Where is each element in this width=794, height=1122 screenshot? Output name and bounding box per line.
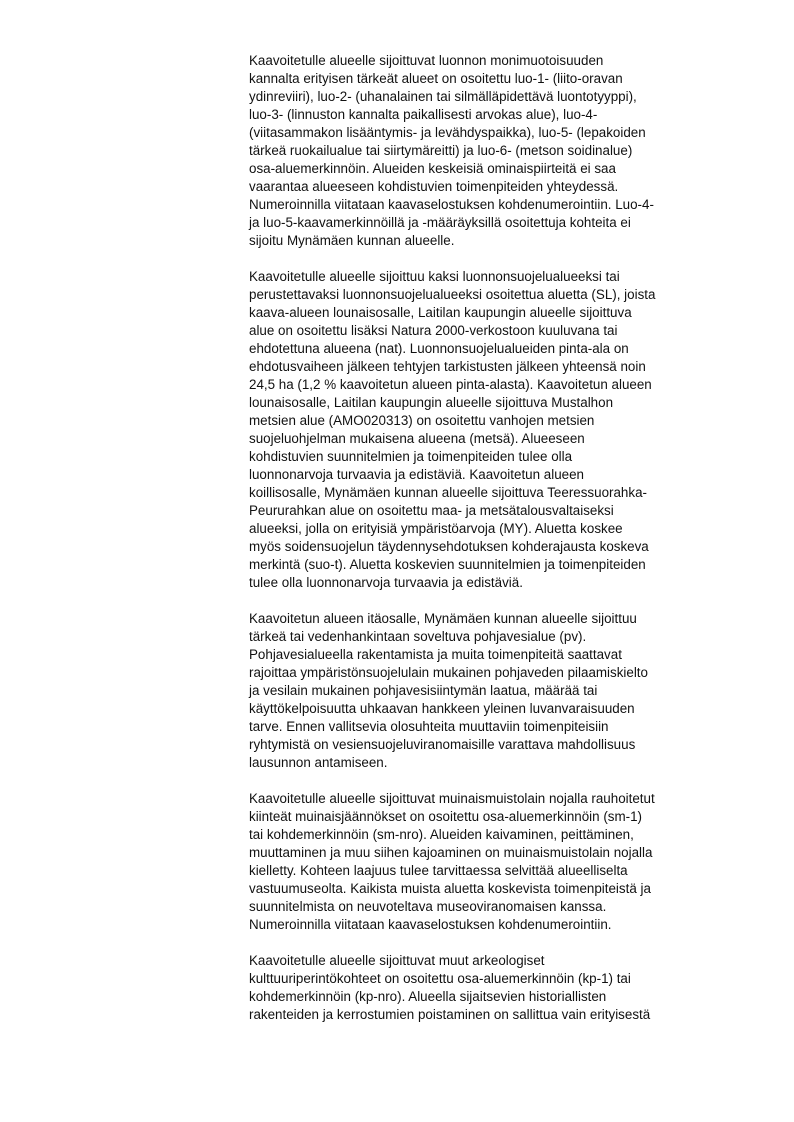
text-line: suunnitelmista on neuvoteltava museoviranomaisen kanssa. <box>249 899 607 914</box>
text-line: alue on osoitettu lisäksi Natura 2000-verkostoon kuuluvana tai <box>249 323 618 338</box>
text-line: muuttaminen ja muu siihen kajoaminen on muinaismuistolain nojalla <box>249 845 653 860</box>
text-line: ehdotusvaiheen jälkeen tehtyjen tarkistusten jälkeen yhteensä noin <box>249 359 646 374</box>
text-line: käyttökelpoisuutta uhkaavan hankkeen yleinen luvanvaraisuuden <box>249 701 635 716</box>
text-line: Kaavoitetulle alueelle sijoittuvat muinaismuistolain nojalla rauhoitetut <box>249 791 655 806</box>
text-line: luonnonarvoja turvaavia ja edistäviä. Kaavoitetun alueen <box>249 467 584 482</box>
text-line: ryhtymistä on vesiensuojeluviranomaisille varattava mahdollisuus <box>249 737 636 752</box>
text-line: tarve. Ennen vallitsevia olosuhteita muuttaviin toimenpiteisiin <box>249 719 609 734</box>
text-line: osa-aluemerkinnöin. Alueiden keskeisiä ominaispiirteitä ei saa <box>249 161 616 176</box>
text-line: metsien alue (AMO020313) on osoitettu vanhojen metsien <box>249 413 595 428</box>
text-line: tärkeä ruokailualue tai siirtymäreitti) ja luo-6- (metson soidinalue) <box>249 143 633 158</box>
paragraph-spacer <box>249 250 729 268</box>
text-line: suojeluohjelman mukaisena alueena (metsä). Alueeseen <box>249 431 585 446</box>
text-line: tulee olla luonnonarvoja turvaavia ja edistäviä. <box>249 575 523 590</box>
text-line: perustettavaksi luonnonsuojelualueeksi osoitettua aluetta (SL), joista <box>249 287 656 302</box>
text-line: Peururahkan alue on osoitettu maa- ja metsätalousvaltaiseksi <box>249 503 614 518</box>
text-line: Kaavoitetulle alueelle sijoittuu kaksi luonnonsuojelualueeksi tai <box>249 269 620 284</box>
text-line: ehdotettuna alueena (nat). Luonnonsuojelualueiden pinta-ala on <box>249 341 629 356</box>
text-line: ja vesilain mukainen pohjavesisiintymän laatua, määrää tai <box>249 683 598 698</box>
text-line: Numeroinnilla viitataan kaavaselostuksen kohdenumerointiin. <box>249 917 612 932</box>
text-line: kielletty. Kohteen laajuus tulee tarvittaessa selvittää alueelliselta <box>249 863 628 878</box>
text-line: vaarantaa alueeseen kohdistuvien toimenpiteiden yhteydessä. <box>249 179 619 194</box>
document-body <box>249 52 729 1024</box>
text-line: sijoitu Mynämäen kunnan alueelle. <box>249 233 455 248</box>
paragraph-luo-areas <box>249 52 729 250</box>
text-line: Pohjavesialueella rakentamista ja muita toimenpiteitä saattavat <box>249 647 622 662</box>
text-line: alueeksi, jolla on erityisiä ympäristöarvoja (MY). Aluetta koskee <box>249 521 623 536</box>
text-line: ydinreviiri), luo-2- (uhanalainen tai silmälläpidettävä luontotyyppi), <box>249 89 637 104</box>
paragraph-spacer <box>249 934 729 952</box>
paragraph-ancient-monuments <box>249 790 729 934</box>
text-line: Kaavoitetulle alueelle sijoittuvat luonnon monimuotoisuuden <box>249 53 604 68</box>
text-line: tai kohdemerkinnöin (sm-nro). Alueiden kaivaminen, peittäminen, <box>249 827 634 842</box>
paragraph-spacer <box>249 592 729 610</box>
text-line: kaava-alueen lounaisosalle, Laitilan kaupungin alueelle sijoittuva <box>249 305 632 320</box>
text-line: Kaavoitetulle alueelle sijoittuvat muut arkeologiset <box>249 953 545 968</box>
text-line: rakenteiden ja kerrostumien poistaminen on sallittua vain erityisestä <box>249 1007 651 1022</box>
text-line: luo-3- (linnuston kannalta paikallisesti arvokas alue), luo-4- <box>249 107 598 122</box>
text-line: kiinteät muinaisjäännökset on osoitettu osa-aluemerkinnöin (sm-1) <box>249 809 642 824</box>
text-line: Kaavoitetun alueen itäosalle, Mynämäen kunnan alueelle sijoittuu <box>249 611 637 626</box>
text-line: lausunnon antamiseen. <box>249 755 388 770</box>
paragraph-spacer <box>249 772 729 790</box>
text-line: (viitasammakon lisääntymis- ja levähdyspaikka), luo-5- (lepakoiden <box>249 125 646 140</box>
paragraph-conservation-areas <box>249 268 729 592</box>
text-line: myös soidensuojelun täydennysehdotuksen kohderajausta koskeva <box>249 539 649 554</box>
paragraph-cultural-heritage <box>249 952 729 1024</box>
text-line: kohdistuvien suunnitelmien ja toimenpiteiden tulee olla <box>249 449 573 464</box>
text-line: kulttuuriperintökohteet on osoitettu osa-aluemerkinnöin (kp-1) tai <box>249 971 631 986</box>
text-line: lounaisosalle, Laitilan kaupungin alueelle sijoittuva Mustalhon <box>249 395 614 410</box>
text-line: vastuumuseolta. Kaikista muista aluetta koskevista toimenpiteistä ja <box>249 881 651 896</box>
text-line: merkintä (suo-t). Aluetta koskevien suunnitelmien ja toimenpiteiden <box>249 557 646 572</box>
text-line: 24,5 ha (1,2 % kaavoitetun alueen pinta-alasta). Kaavoitetun alueen <box>249 377 652 392</box>
text-line: tärkeä tai vedenhankintaan soveltuva pohjavesialue (pv). <box>249 629 587 644</box>
text-line: kohdemerkinnöin (kp-nro). Alueella sijaitsevien historiallisten <box>249 989 607 1004</box>
text-line: ja luo-5-kaavamerkinnöillä ja -määräyksillä osoitettuja kohteita ei <box>249 215 631 230</box>
text-line: rajoittaa ympäristönsuojelulain mukainen pohjaveden pilaamiskielto <box>249 665 648 680</box>
text-line: Numeroinnilla viitataan kaavaselostuksen kohdenumerointiin. Luo-4- <box>249 197 654 212</box>
text-line: kannalta erityisen tärkeät alueet on osoitettu luo-1- (liito-oravan <box>249 71 623 86</box>
text-line: koillisosalle, Mynämäen kunnan alueelle sijoittuva Teeressuorahka- <box>249 485 647 500</box>
paragraph-groundwater-area <box>249 610 729 772</box>
